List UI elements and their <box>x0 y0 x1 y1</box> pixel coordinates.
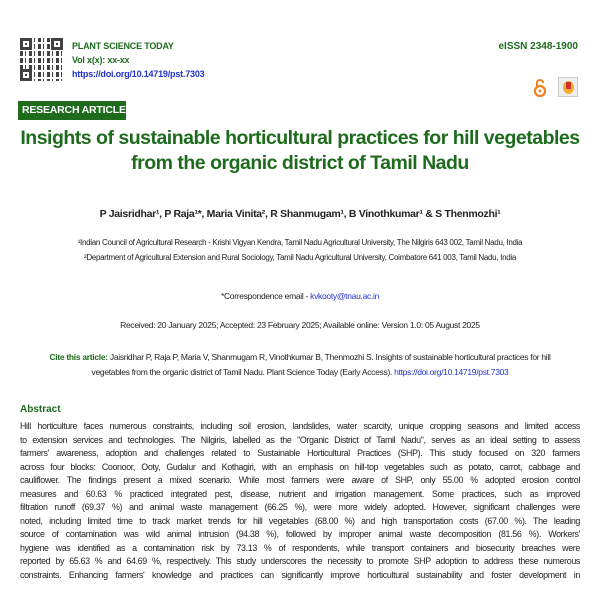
abstract-body <box>20 420 580 582</box>
abstract-line: filtration runoff (69.37 %) and animal waste management (66.25 %), were more widely adopted. However, significant challenges were <box>20 502 580 512</box>
cite-doi-link[interactable]: https://doi.org/10.14719/pst.7303 <box>394 367 509 377</box>
affiliation: ²Department of Agricultural Extension and Rural Sociology, Tamil Nadu Agricultural University, Coimbatore 641 003, Tamil Nadu, India <box>83 253 517 262</box>
open-access-icon <box>533 78 547 98</box>
abstract-line: to extension services and technologies. The Nilgiris, labelled as the "Organic District of Tamil Nadu", serves as an ideal setting to assess <box>20 434 580 445</box>
abstract-line: constraints. Enhancing farmers' knowledge and practices can significantly improve horticultural sustainability and foster development in <box>20 569 580 580</box>
volume: Vol x(x): xx-xx <box>72 55 130 65</box>
article-title <box>0 126 600 176</box>
abstract-line: Hill horticulture faces numerous constraints, including soil erosion, landslides, water scarcity, unique cropping seasons and limited access <box>20 421 580 431</box>
eissn: eISSN 2348-1900 <box>498 41 578 52</box>
article-type-badge: RESEARCH ARTICLE <box>18 101 126 120</box>
correspondence <box>0 291 600 301</box>
abstract-heading: Abstract <box>20 404 61 415</box>
abstract-line: reported by 65.63 % and 64.69 %, respectively. This study underscores the necessity to promote SHP adoption to address these numerous <box>20 556 580 566</box>
affiliation: ¹Indian Council of Agricultural Research - Krishi Vigyan Kendra, Tamil Nadu Agricultural University, The Nilgiris 643 002, Tamil Nadu, India <box>77 238 523 247</box>
abstract-line: across four blocks: Coonoor, Ooty, Gudalur and Kothagiri, with an emphasis on hill-top vegetables such as potato, carrot, cabbage and <box>20 461 580 472</box>
journal-name: PLANT SCIENCE TODAY <box>72 41 174 51</box>
doi-link[interactable]: https://doi.org/10.14719/pst.7303 <box>72 69 205 79</box>
abstract-line: noted, including limited time to track market trends for hill vegetables (68.00 %) and high transportation costs (67.00 %). The leading <box>20 515 580 526</box>
title-line: from the organic district of Tamil Nadu <box>131 152 469 174</box>
abstract-line: hygiene was identified as a contamination risk by 73.13 % of respondents, while transport containers and biosecurity breaches were <box>20 542 580 553</box>
qr-code <box>20 38 63 81</box>
abstract-line: cauliflower. The findings present a mixed scenario. While most farmers were aware of SHP, only 55.00 % adopted erosion control <box>20 475 580 485</box>
authors: P Jaisridhar¹, P Raja¹*, Maria Vinita², R Shanmugam¹, B Vinothkumar¹ & S Thenmozhi¹ <box>99 208 501 220</box>
email-link[interactable]: kvkooty@tnau.ac.in <box>310 291 380 301</box>
cite-label: Cite this article: <box>49 352 108 362</box>
citation <box>30 350 570 380</box>
abstract-line: source of contamination was wild animal intrusion (94.38 %), followed by improper animal waste decomposition (81.56 %). Workers' <box>20 529 580 539</box>
crossmark-icon[interactable] <box>558 77 578 97</box>
title-line: Insights of sustainable horticultural practices for hill vegetables <box>20 127 580 149</box>
abstract-line: measures and 60.63 % practiced integrated pest, disease, nutrient and irrigation management. Some practices, such as improved <box>20 488 580 499</box>
dates: Received: 20 January 2025; Accepted: 23 February 2025; Available online: Version 1.0: 05 August 2025 <box>120 320 480 330</box>
abstract-line: farmers' awareness, adoption and challenges related to Sustainable Horticultural Practices (SHP). This study focused on 320 farmers <box>20 448 580 458</box>
correspondence-label: *Correspondence email - <box>220 291 311 301</box>
cite-text: Jaisridhar P, Raja P, Maria V, Shanmugam R, Vinothkumar B, Thenmozhi S. Insights of sustainable horticultural practices for hill vegetables from the organic district of Tamil Nadu. Plant Science Today (Early Access). <box>91 352 551 377</box>
